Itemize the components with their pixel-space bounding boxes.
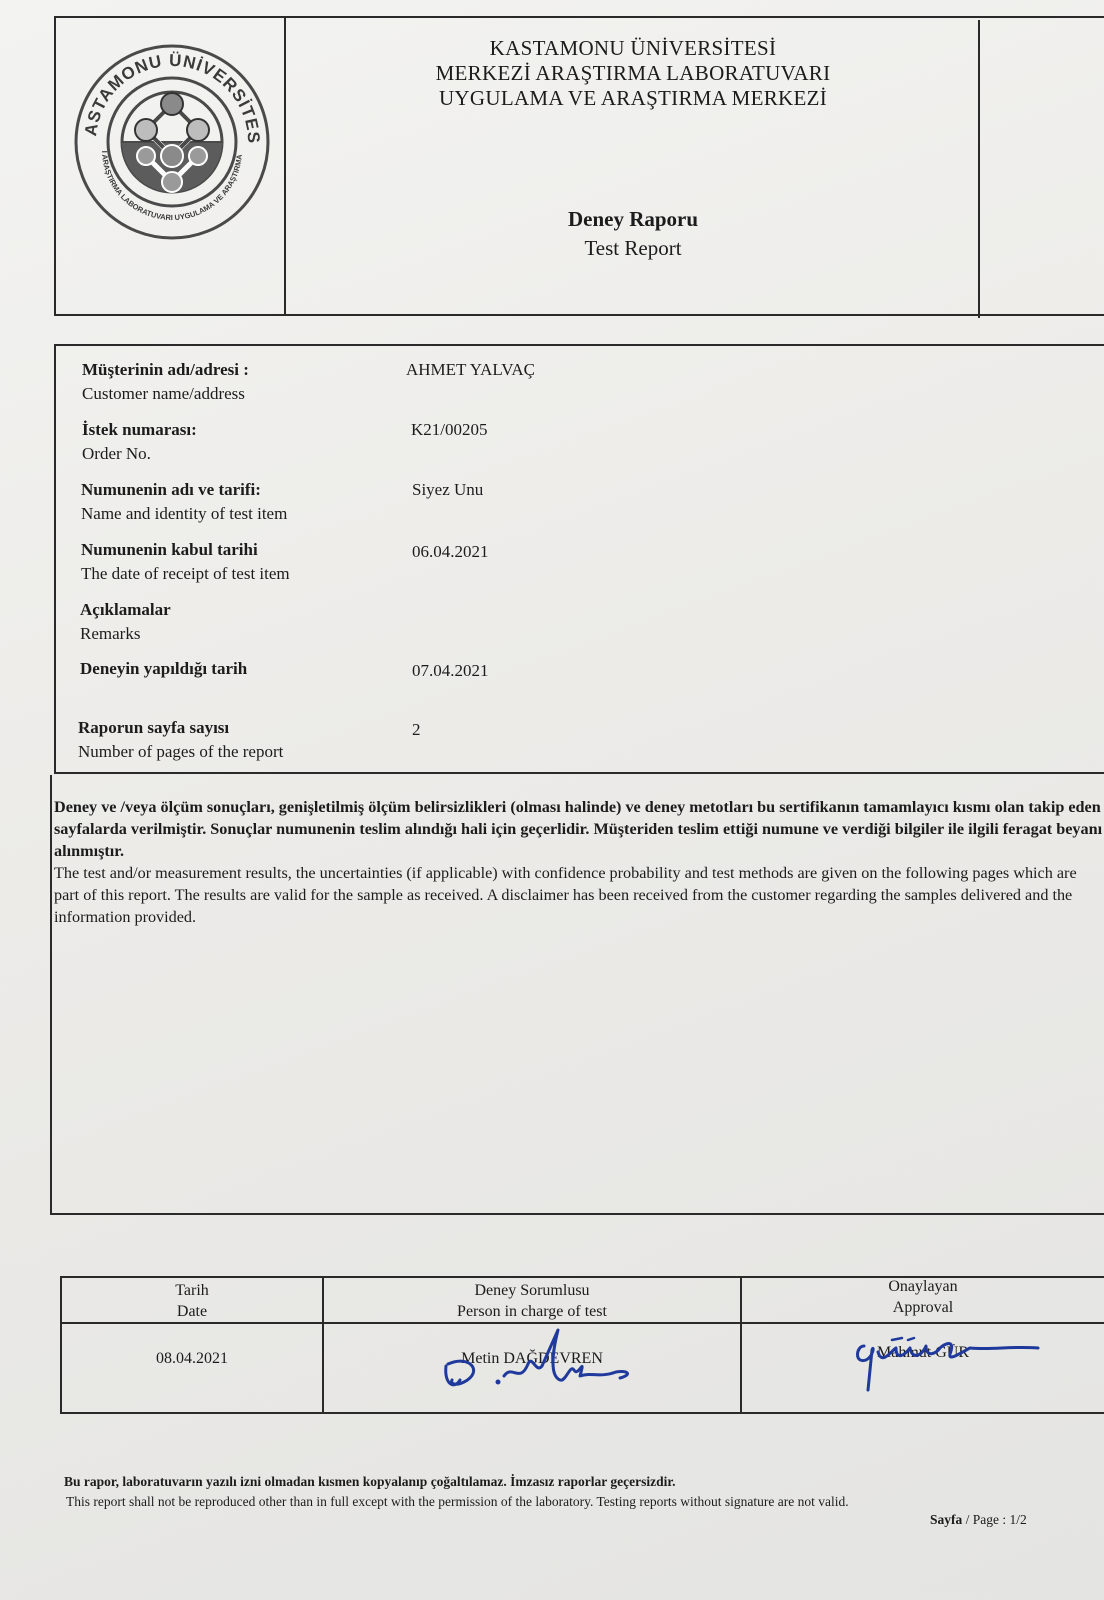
lab-name-line1: MERKEZİ ARAŞTIRMA LABORATUVARI [435,61,831,85]
field-value-receipt-date: 06.04.2021 [412,542,489,561]
field-label-order-no: İstek numarası: Order No. [82,420,197,463]
field-value-customer: AHMET YALVAÇ [406,360,535,379]
footer-warning-en: This report shall not be reproduced other than in full except with the permission of the laboratory. Testing reports without signature are not valid. [66,1494,849,1509]
field-value-page-count: 2 [412,720,421,739]
university-seal-logo [72,42,272,242]
approval-header: Onaylayan Approval [888,1278,958,1316]
report-title [290,205,976,263]
approver-signature [852,1326,1052,1396]
person-signature [440,1324,640,1394]
field-value-test-item: Siyez Unu [412,480,484,499]
field-value-test-date: 07.04.2021 [412,661,489,680]
field-label-test-date: Deneyin yapıldığı tarih [80,659,248,678]
field-label-receipt-date: Numunenin kabul tarihi The date of receipt of test item [81,540,290,583]
university-name: KASTAMONU ÜNİVERSİTESİ [489,36,777,60]
date-header: Tarih Date [175,1282,209,1320]
approver-name: Mahmut GÜR [877,1344,969,1361]
field-label-customer: Müşterinin adı/adresi : Customer name/address [82,360,249,403]
svg-text:KASTAMONU ÜNİVERSİTESİ: ASTAMONU ÜNİVERSİTES [81,50,264,145]
field-value-order-no: K21/00205 [411,420,488,439]
field-label-page-count: Raporun sayfa sayısı Number of pages of the report [78,718,284,761]
report-title-en: Test Report [584,236,682,260]
field-label-remarks: Açıklamalar Remarks [80,600,171,643]
report-date-value: 08.04.2021 [156,1350,228,1367]
footer-warning-tr: Bu rapor, laboratuvarın yazılı izni olmadan kısmen kopyalanıp çoğaltılamaz. İmzasız raporlar geçersizdir. [64,1474,676,1489]
person-in-charge-header: Deney Sorumlusu Person in charge of test [457,1282,607,1320]
lab-name-line2: UYGULAMA VE ARAŞTIRMA MERKEZİ [438,86,828,110]
header-divider [284,16,286,316]
page-number: Sayfa / Page : 1/2 [930,1512,1027,1527]
institution-name [290,36,976,111]
statement-en: The test and/or measurement results, the uncertainties (if applicable) with confidence probability and test methods are given on the following pages which are part of this report. The results are valid for the sample as received. A disclaimer has been received from the customer regarding the samples delivered and the information provided. [54,864,1077,926]
results-statement [54,796,1104,928]
statement-tr: Deney ve /veya ölçüm sonuçları, genişletilmiş ölçüm belirsizlikleri (olması halinde) ve deney metotları bu sertifikanın tamamlayıcı kısmı olan takip eden sayfalarda verilmiştir. Sonuçlar numunenin teslim alındığı hali için geçerlidir. Müşteriden teslim ettiği numune ve verdiği bilgiler ile ilgili feragat beyanı alınmıştır. [54,798,1103,860]
field-label-test-item: Numunenin adı ve tarifi: Name and identity of test item [81,480,288,523]
svg-text:MERKEZİ ARAŞTIRMA LABORATUVARI: İ ARAŞTIRMA LABORATUVARI UYGULAMA VE ARAŞTIRMA [99,150,244,223]
header-divider [978,20,980,318]
person-in-charge-name: Metin DAĞDEVREN [461,1350,603,1367]
report-title-tr: Deney Raporu [567,207,699,231]
